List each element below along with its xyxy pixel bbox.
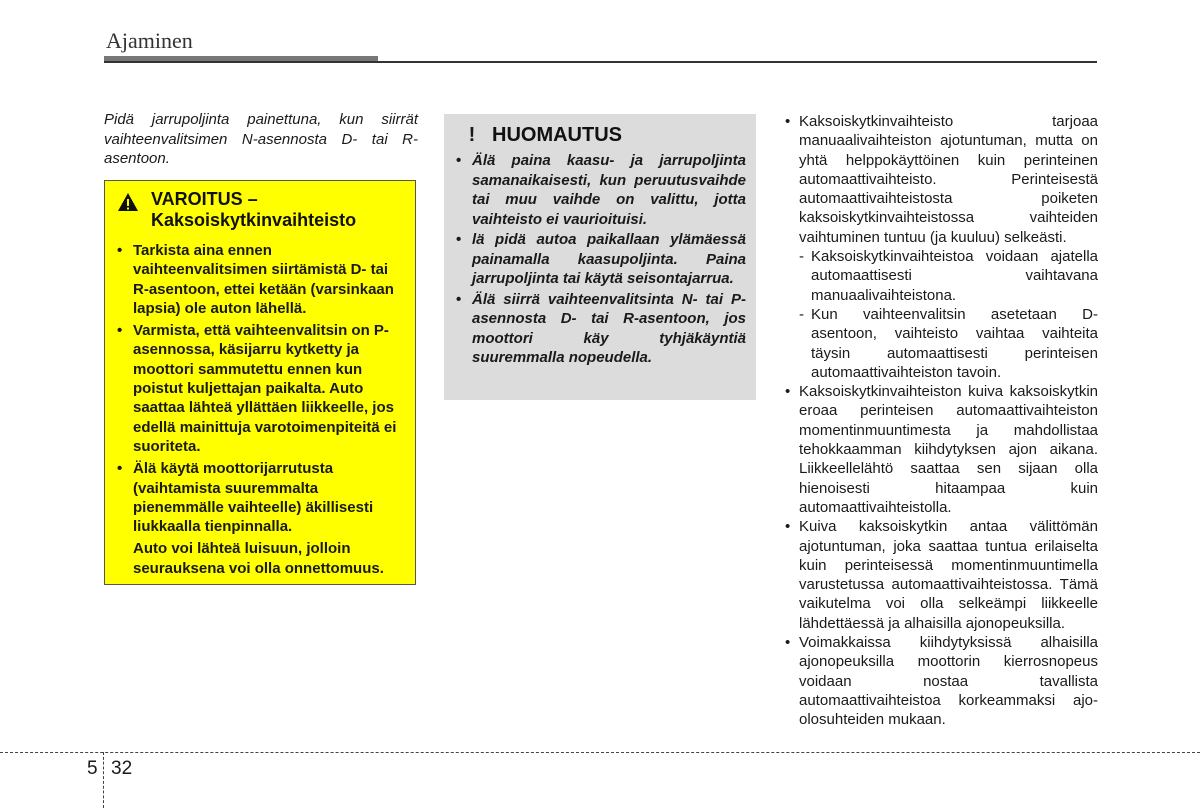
sub-list: [799, 247, 1098, 382]
page-header-title: Ajaminen: [106, 28, 193, 53]
notice-item: • lä pidä autoa paikallaan ylämäessä painamalla kaasupoljinta. Paina jarrupoljinta tai käytä seisontajarrua.: [454, 230, 746, 289]
right-column-list: [784, 112, 1098, 730]
right-column: [784, 112, 1098, 730]
warning-title-line2: Kaksoiskytkinvaihteisto: [151, 210, 357, 230]
list-item: [784, 112, 1098, 382]
notice-item: • Älä siirrä vaihteenvalitsinta N- tai P-asennosta D- tai R-asentoon, jos moottori käy tyhjäkäyntiä suuremmalla nopeudella.: [454, 290, 746, 368]
sub-list-item: - Kaksoiskytkinvaihteistoa voidaan ajatella automaattisesti vaihtavana manuaalivaihteistona.: [799, 247, 1098, 305]
footer-vertical-divider: [103, 752, 104, 808]
header-rule: [104, 61, 1097, 63]
notice-item: • Älä paina kaasu- ja jarrupoljinta samanaikaisesti, kun peruutusvaihde tai muu vaihde on valittu, jotta vaihteisto ei vaurioituisi.: [454, 151, 746, 229]
sub-list-item: - Kun vaihteenvalitsin asetetaan D-asentoon, vaihteisto vaihtaa vaihteita täysin automaattisesti perinteisen automaattivaihteiston tavoin.: [799, 305, 1098, 382]
notice-header: [454, 124, 746, 147]
exclamation-icon: !: [468, 124, 476, 146]
warning-extra-note: Auto voi lähteä luisuun, jolloin seurauksena voi olla onnettomuus.: [133, 540, 384, 577]
list-item: • Kaksoiskytkinvaihteiston kuiva kaksoiskytkin eroaa perinteisen automaattivaihteiston momentinmuuntimesta ja mahdollistaa tehokkaamman kiihdytyksen ajon aikana. Liikkeellelähtö saattaa sen sijaan olla hienoisesti hitaampaa kuin automaattivaihteistolla.: [784, 382, 1098, 517]
intro-paragraph: Pidä jarrupoljinta painettuna, kun siirrät vaihteenvalitsimen N-asennosta D- tai R-asentoon.: [104, 111, 418, 167]
warning-header: [115, 189, 405, 231]
footer-divider: [0, 752, 1200, 753]
page-number: 32: [111, 758, 133, 779]
warning-triangle-icon: [117, 192, 139, 212]
list-item-text: Kaksoiskytkinvaihteisto tarjoaa manuaalivaihteiston ajotuntuman, mutta on yhtä helppokäyttöinen kuin perinteinen automaattivaihteisto. Perinteisestä automaattivaihteistosta poiketen kaksoiskytkinvaihteistossa vaihteiden vaihtuminen tuntuu (ja kuuluu) selkeästi.: [799, 113, 1098, 246]
warning-item: • Varmista, että vaihteenvalitsin on P-asennossa, käsijarru kytketty ja moottori sammutettu ennen kun poistut kuljettajan paikalta. Auto saattaa lähteä yllättäen liikkeelle, jos edellä mainittuja varotoimenpiteitä ei suoriteta.: [115, 321, 405, 456]
warning-box: [104, 180, 416, 585]
notice-list: [454, 151, 746, 368]
list-item: • Voimakkaissa kiihdytyksissä alhaisilla ajonopeuksilla moottorin kierrosnopeus voidaan nostaa tavallista automaattivaihteistoa korkeammaksi ajo-olosuhteiden mukaan.: [784, 633, 1098, 729]
warning-item: • Tarkista aina ennen vaihteenvalitsimen siirtämistä D- tai R-asentoon, ettei ketään (varsinkaan lapsia) ole auton lähellä.: [115, 241, 405, 318]
list-item: • Kuiva kaksoiskytkin antaa välittömän ajotuntuman, joka saattaa tuntua erilaiselta kuin perinteisessä momentinmuuntimella varustetussa automaattivaihteistossa. Tämä vaikutelma voi olla selkeämpi liikkeelle lähdettäessä ja alhaisilla ajonopeuksilla.: [784, 517, 1098, 633]
notice-box: [444, 114, 756, 400]
warning-title-line1: VAROITUS –: [151, 189, 258, 209]
warning-title: [151, 189, 356, 231]
notice-title: HUOMAUTUS: [492, 124, 622, 146]
warning-list: [115, 241, 405, 536]
chapter-number: 5: [87, 758, 98, 779]
warning-item: • Älä käytä moottorijarrutusta (vaihtamista suuremmalta pienemmälle vaihteelle) äkillisesti liukkaalla tienpinnalla.: [115, 459, 405, 536]
